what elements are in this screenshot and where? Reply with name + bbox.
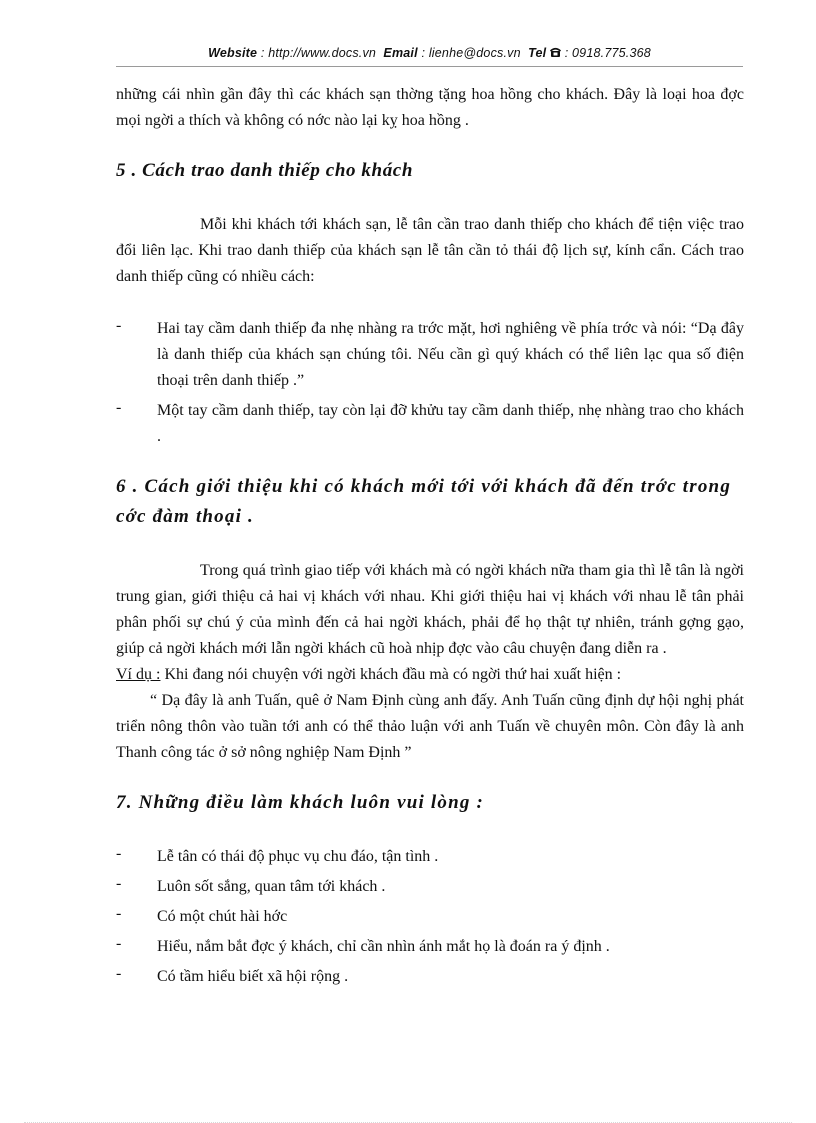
- page-header: [116, 46, 743, 61]
- list-item-text: Lễ tân có thái độ phục vụ chu đáo, tận tình .: [157, 848, 439, 865]
- dash-bullet: -: [116, 875, 122, 892]
- section-7-heading: 7. Những điều làm khách luôn vui lòng :: [116, 792, 485, 813]
- tel-label: Tel: [528, 46, 547, 60]
- list-item-text: Hai tay cầm danh thiếp đa nhẹ nhàng ra trớc mặt, hơi nghiêng về phía trớc và nói: “Dạ đây là danh thiếp của khách sạn chúng tôi. Nếu cần gì quý khách có thể liên lạc qua số điện thoại trên danh thiếp .”: [157, 320, 744, 389]
- list-item: [116, 316, 744, 394]
- list-item-text: Có tầm hiểu biết xã hội rộng .: [157, 968, 349, 985]
- dash-bullet: -: [116, 965, 122, 982]
- list-item-text: Một tay cầm danh thiếp, tay còn lại đỡ khửu tay cầm danh thiếp, nhẹ nhàng trao cho khách .: [157, 402, 744, 445]
- example-text: Khi đang nói chuyện với ngời khách đầu mà có ngời thứ hai xuất hiện :: [164, 666, 622, 683]
- dash-bullet: -: [116, 935, 122, 952]
- dash-bullet: -: [116, 317, 122, 334]
- section-7-list: [116, 844, 744, 990]
- dash-bullet: -: [116, 399, 122, 416]
- phone-icon: [550, 47, 561, 61]
- dash-bullet: -: [116, 845, 122, 862]
- example-paragraph: [116, 662, 744, 688]
- section-5-list: [116, 316, 744, 450]
- header-divider: [116, 66, 743, 67]
- example-label: Ví dụ :: [116, 666, 161, 683]
- list-item-text: Có một chút hài hớc: [157, 908, 288, 925]
- list-item: [116, 904, 744, 930]
- document-body: [116, 82, 744, 994]
- intro-paragraph: những cái nhìn gần đây thì các khách sạn thờng tặng hoa hồng cho khách. Đây là loại hoa đợc mọi ngời a thích và không có nớc nào lại kỵ hoa hồng .: [116, 86, 744, 129]
- section-5-heading: 5 . Cách trao danh thiếp cho khách: [116, 160, 414, 181]
- list-item: [116, 844, 744, 870]
- list-item: [116, 398, 744, 450]
- website-label: Website: [208, 46, 258, 60]
- list-item: [116, 964, 744, 990]
- website-value: : http://www.docs.vn: [260, 46, 377, 60]
- list-item-text: Hiểu, nắm bắt đợc ý khách, chỉ cần nhìn ánh mắt họ là đoán ra ý định .: [157, 938, 610, 955]
- email-label: Email: [383, 46, 418, 60]
- list-item: [116, 934, 744, 960]
- list-item-text: Luôn sốt sắng, quan tâm tới khách .: [157, 878, 386, 895]
- dash-bullet: -: [116, 905, 122, 922]
- tel-value: : 0918.775.368: [564, 46, 651, 60]
- email-value: : lienhe@docs.vn: [421, 46, 521, 60]
- section-5-paragraph: Mỗi khi khách tới khách sạn, lễ tân cần trao danh thiếp cho khách để tiện việc trao đổi liên lạc. Khi trao danh thiếp của khách sạn lễ tân cần tỏ thái độ lịch sự, kính cẩn. Cách trao danh thiếp cũng có nhiều cách:: [116, 216, 744, 285]
- example-quote: “ Dạ đây là anh Tuấn, quê ở Nam Định cùng anh đấy. Anh Tuấn cũng định dự hội nghị phát triển nông thôn vào tuần tới anh có thể thảo luận với anh Tuấn về chuyên môn. Còn đây là anh Thanh công tác ở sở nông nghiệp Nam Định ”: [116, 692, 744, 761]
- section-6-paragraph: Trong quá trình giao tiếp với khách mà có ngời khách nữa tham gia thì lễ tân là ngời trung gian, giới thiệu cả hai vị khách với nhau. Khi giới thiệu hai vị khách với nhau lễ tân phải phân phối sự chú ý của mình đến cả hai ngời khách, phải để họ thật tự nhiên, tránh gợng gạo, giúp cả ngời khách mới lẫn ngời khách cũ hoà nhịp đợc vào câu chuyện đang diễn ra .: [116, 562, 744, 657]
- list-item: [116, 874, 744, 900]
- section-6-heading: 6 . Cách giới thiệu khi có khách mới tới với khách đã đến trớc trong cớc đàm thoại .: [116, 476, 732, 527]
